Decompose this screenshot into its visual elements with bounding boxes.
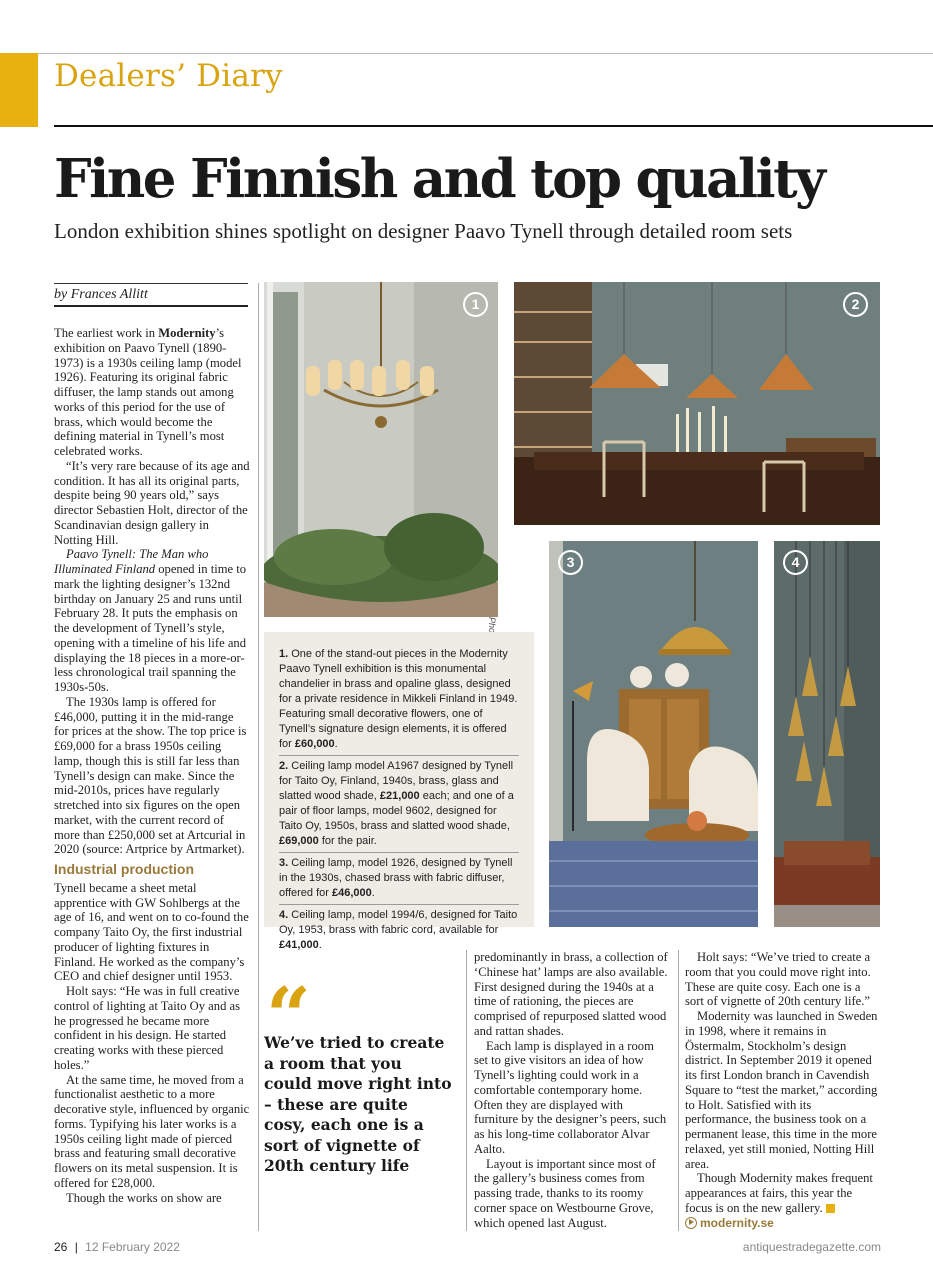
column-divider (678, 950, 679, 1231)
paragraph: predominantly in brass, a collection of ‘Chinese hat’ lamps are also available. First designed during the 1940s at a time of rationing, the pieces are comprised of repurposed slatted wood and rattan shades. (474, 950, 668, 1038)
paragraph: At the same time, he moved from a functionalist aesthetic to a more decorative style, influenced by organic forms. Typifying his later works is a 1950s ceiling light made of pierced brass and featuring small decorative flowers on its metal suspension. It is offered for £28,000. (54, 1072, 250, 1190)
column-divider (466, 950, 467, 1231)
photo-badge-1: 1 (463, 292, 488, 317)
paragraph: Holt says: “We’ve tried to create a room that you could move right into. These are quite cosy. Each one is a sort of vignette of 20th century life.” (685, 950, 871, 1009)
standfirst: London exhibition shines spotlight on designer Paavo Tynell through detailed room sets (54, 219, 793, 243)
photo-dining-room (514, 282, 880, 525)
byline-rule-top (54, 283, 248, 284)
website-link[interactable]: modernity.se (700, 1215, 774, 1230)
paragraph: Holt says: “He was in full creative control of lighting at Taito Oy and as he progressed he became more confident in his design. He started creating works with these pierced holes.” (54, 984, 241, 1072)
caption-2: 2. Ceiling lamp model A1967 designed by Tynell for Taito Oy, Finland, 1940s, brass, glass and slatted wood shade, £21,000 each; and one of a pair of floor lamps, model 9602, designed for Taito Oy, 1950s, brass and slatted wood shade, £69,000 for the pair. (279, 759, 519, 853)
paragraph: Modernity was launched in Sweden in 1998, where it remains in Östermalm, Stockholm’s design district. In September 2019 it opened its first London branch in Cavendish Square to “test the market,” according to Holt. Satisfied with its performance, the business took on a permanent lease, this time in the more relaxed, yet still monied, Notting Hill area. (685, 1009, 878, 1171)
subheading: Industrial production (54, 861, 194, 877)
end-mark-icon (826, 1204, 835, 1213)
paragraph: Each lamp is displayed in a room set to give visitors an idea of how Tynell’s lighting could work in a comfortable contemporary home. Often they are displayed with furniture by the designer’s peers, such as his long-time collaborator Alvar Aalto. (474, 1038, 667, 1156)
caption-box (264, 632, 534, 951)
paragraph: Paavo Tynell: The Man who Illuminated Finland opened in time to mark the lighting designer’s 132nd birthday on January 25 and runs until February 28. It puts the emphasis on the development of Tynell’s style, opening with a timeline of his life and displaying the 18 pieces in a more-or-less chronological trail spanning the 1930s-50s. (54, 547, 247, 694)
page-number: 26 (54, 1240, 68, 1254)
photo-chandelier (264, 282, 498, 617)
header-rule (54, 125, 933, 127)
paragraph: The earliest work in Modernity’s exhibition on Paavo Tynell (1890-1973) is a 1930s ceiling lamp (model 1926). Featuring its original fabric diffuser, the lamp stands out among works of this period for the use of brass, which would become the defining material in Tynell’s most celebrated works. (54, 326, 242, 458)
photo-badge-4: 4 (783, 550, 808, 575)
section-tab (0, 53, 38, 127)
column-divider (258, 283, 259, 1231)
weblink-row (685, 1216, 881, 1231)
paragraph: Though Modernity makes frequent appearances at fairs, this year the focus is on the new gallery. (685, 1171, 873, 1215)
section-title: Dealers’ Diary (54, 58, 283, 94)
photo-pendant-lamps (774, 541, 880, 927)
top-rule (38, 53, 933, 54)
photo-badge-2: 2 (843, 292, 868, 317)
photo-lounge (549, 541, 758, 927)
paragraph: “It’s very rare because of its age and condition. It has all its original parts, despite being 90 years old,” says director Sebastien Holt, director of the Scandinavian design gallery in Notting Hill. (54, 458, 250, 547)
byline-rule-bottom (54, 305, 248, 307)
byline: by Frances Allitt (54, 287, 148, 302)
paragraph: Tynell became a sheet metal apprentice with GW Sohlbergs at the age of 16, and went on to co-found the company Taito Oy, the first industrial producer of lighting fixtures in Finland. He worked as the company’s CEO and chief designer until 1953. (54, 880, 249, 984)
exhibition-title: Paavo Tynell: The Man who Illuminated Finland (54, 547, 209, 576)
article-column-1 (54, 326, 250, 1205)
photo-badge-3: 3 (558, 550, 583, 575)
quote-mark-icon: “ (266, 971, 311, 1062)
pull-quote: We’ve tried to create a room that you could move right into – these are quite cosy, each one is a sort of vignette of 20th century life (264, 1033, 452, 1175)
paragraph: The 1930s lamp is offered for £46,000, putting it in the mid-range for prices at the show. The top price is £69,000 for a brass 1950s ceiling lamp, though this is still far less than Tynell’s design can make. Since the mid-2010s, prices have regularly stretched into six figures on the open market, with the current record of more than £250,000 set at Artcurial in 2020 (source: Artprice by Artmarket). (54, 694, 247, 857)
footer-folio (54, 1240, 180, 1254)
issue-date: 12 February 2022 (85, 1240, 180, 1254)
caption-4: 4. Ceiling lamp, model 1994/6, designed for Taito Oy, 1953, brass with fabric cord, available for £41,000. (279, 909, 518, 951)
article-column-4 (685, 950, 881, 1230)
gallery-name: Modernity (158, 326, 216, 340)
footer-separator: | (74, 1240, 78, 1254)
play-icon (685, 1217, 697, 1229)
paragraph: Though the works on show are (66, 1190, 222, 1205)
article-column-3 (474, 950, 670, 1230)
headline: Fine Finnish and top quality (54, 148, 824, 210)
footer-site: antiquestradegazette.com (742, 1240, 881, 1254)
caption-3: 3. Ceiling lamp, model 1926, designed by Tynell in the 1930s, chased brass with fabric diffuser, offered for £46,000. (279, 856, 519, 905)
paragraph: Layout is important since most of the gallery’s business comes from passing trade, thanks to its roomy corner space on Westbourne Grove, which opened last August. (474, 1156, 656, 1230)
caption-1: 1. One of the stand-out pieces in the Modernity Paavo Tynell exhibition is this monumental chandelier in brass and opaline glass, designed for a private residence in Mikkeli Finland in 1949. Featuring small decorative flowers, one of Tynell’s signature design elements, it is offered for £60,000. (279, 647, 519, 756)
